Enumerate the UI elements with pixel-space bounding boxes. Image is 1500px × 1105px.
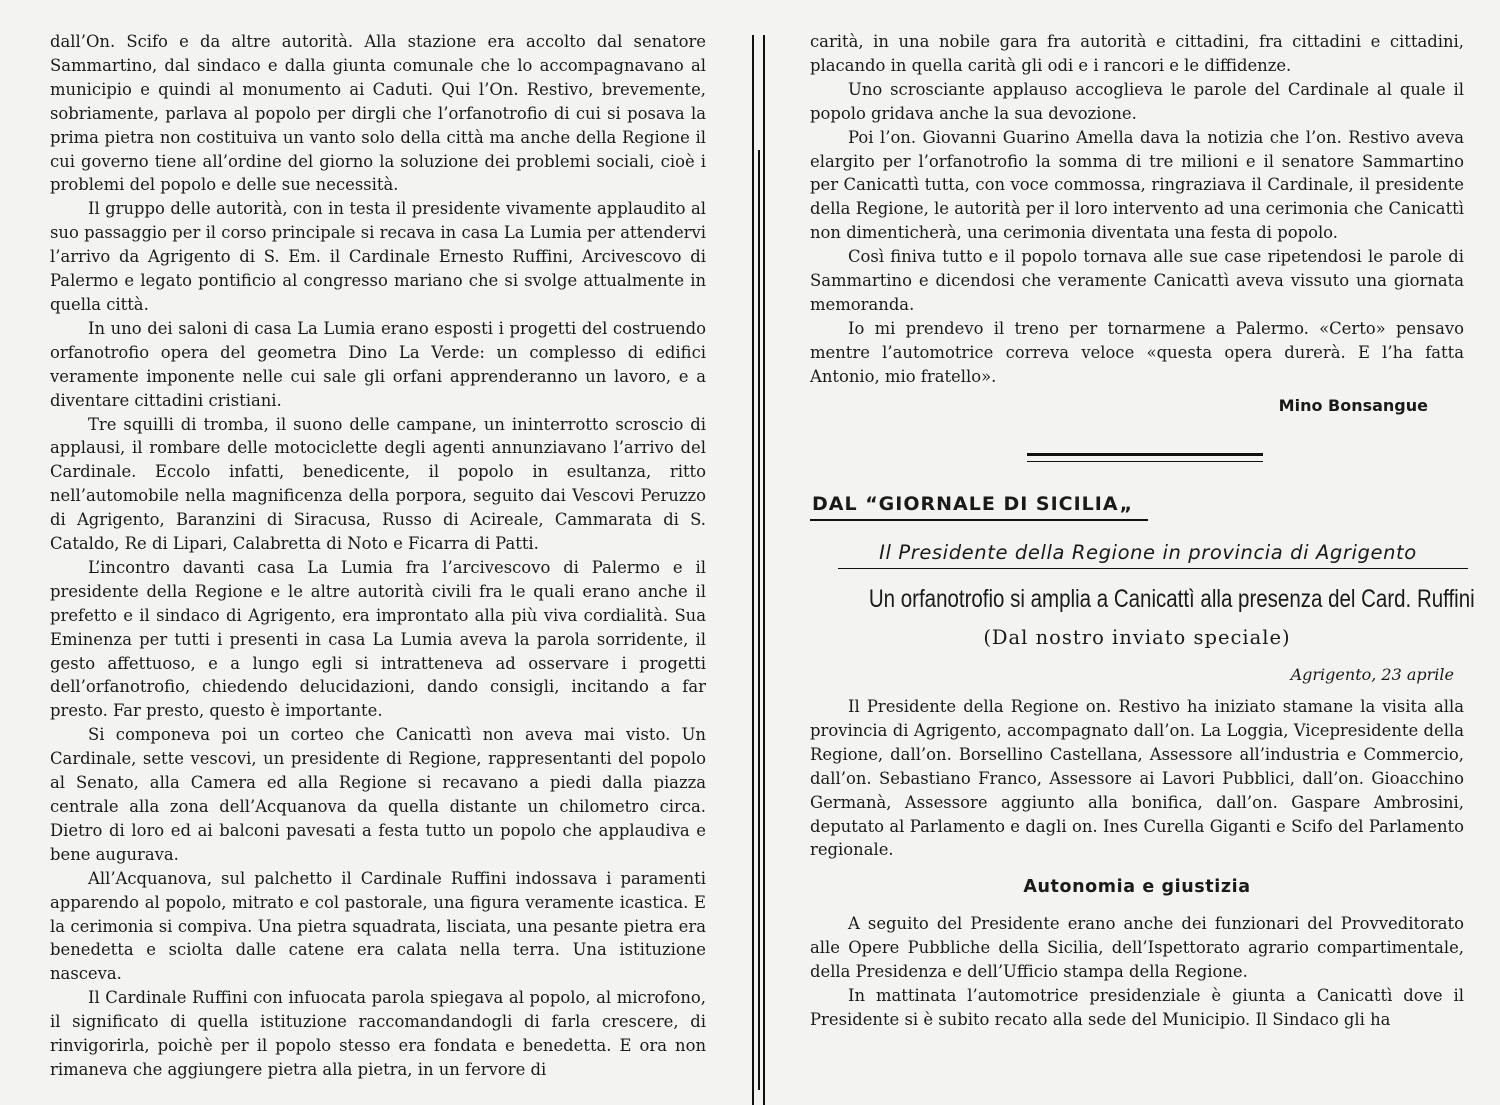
right-paragraph-1: carità, in una nobile gara fra autorità e cittadini, fra cittadini e cittadini, placando in quella carità gli odi e i rancori e le diffidenze.: [810, 32, 1464, 75]
left-paragraph-3: In uno dei saloni di casa La Lumia erano esposti i progetti del costruendo orfanotrofio opera del geometra Dino La Verde: un complesso di edifici veramente imponente nelle cui sale gli orfani apprenderanno un lavoro, e a diventare cittadini cristiani.: [50, 318, 706, 410]
section-separator-rule: [1027, 453, 1263, 462]
left-paragraph-4: Tre squilli di tromba, il suono delle campane, un ininterrotto scroscio di applausi, il rombare delle motociclette degli agenti annunziavano l’arrivo del Cardinale. Eccolo infatti, benedicente, il popolo in esultanza, ritto nell’automobile nella magnificenza della porpora, seguito dai Vescovi Peruzzo di Agrigento, Baranzini di Siracusa, Russo di Acireale, Cammarata di S. Cataldo, Re di Lipari, Calabretta di Noto e Ficarra di Patti.: [50, 414, 706, 554]
left-paragraph-1: dall’On. Scifo e da altre autorità. Alla stazione era accolto dal senatore Sammartino, dal sindaco e dalla giunta comunale che lo accompagnavano al municipio e quindi al monumento ai Caduti. Qui l’On. Restivo, brevemente, sobriamente, parlava al popolo per dirgli che l’orfanotrofio di cui si posava la prima pietra non costituiva un vanto solo della città ma anche della Regione il cui governo tiene all’ordine del giorno la soluzione dei problemi sociali, cioè i problemi del popolo e delle sue necessità.: [50, 32, 706, 195]
section-paragraph-2: In mattinata l’automotrice presidenziale è giunta a Canicattì dove il Presidente si è subito recato alla sede del Municipio. Il Sindaco gli ha: [810, 986, 1464, 1029]
right-column: [810, 30, 1475, 1032]
article-subtitle: Il Presidente della Regione in provincia di Agrigento: [879, 541, 1417, 565]
column-divider-middle-line: [758, 150, 760, 1090]
author-signature: Mino Bonsangue: [1278, 395, 1428, 415]
left-paragraph-8: Il Cardinale Ruffini con infuocata parola spiegava al popolo, al microfono, il significato di quella istituzione raccomandandogli di farla crescere, di rinvigorirla, poichè per il popolo stesso era fondata e benedetta. E ora non rimaneva che aggiungere pietra alla pietra, in un fervore di: [50, 988, 706, 1079]
article-headline: Un orfanotrofio si amplia a Canicattì alla presenza del Card. Ruffini: [868, 585, 1475, 614]
article-byline: (Dal nostro inviato speciale): [983, 626, 1291, 650]
section-paragraph-1: A seguito del Presidente erano anche dei funzionari del Provveditorato alle Opere Pubbliche della Sicilia, dell’Ispettorato agrario compartimentale, della Presidenza e dell’Ufficio stampa della Regione.: [810, 914, 1464, 982]
source-title: DAL “GIORNALE DI SICILIA„: [812, 492, 1134, 515]
right-paragraph-2: Uno scrosciante applauso accoglieva le parole del Cardinale al quale il popolo gridava anche la sua devozione.: [810, 79, 1464, 123]
right-paragraph-5: Io mi prendevo il treno per tornarmene a Palermo. «Certo» pensavo mentre l’automotrice correva veloce «questa opera durerà. E l’ha fatta Antonio, mio fratello».: [810, 318, 1464, 386]
article-paragraph-1: Il Presidente della Regione on. Restivo ha iniziato stamane la visita alla provincia di Agrigento, accompagnato dall’on. La Loggia, Vicepresidente della Regione, dall’on. Borsellino Castellana, Assessore all’industria e Commercio, dall’on. Sebastiano Franco, Assessore ai Lavori Pubblici, dall’on. Gioacchino Germanà, Assessore aggiunto alla bonifica, dall’on. Gaspare Ambrosini, deputato al Parlamento e dagli on. Ines Curella Giganti e Scifo del Parlamento regionale.: [810, 697, 1464, 860]
article-dateline: Agrigento, 23 aprile: [1290, 665, 1454, 685]
column-divider-right-line: [763, 35, 765, 1105]
left-paragraph-7: All’Acquanova, sul palchetto il Cardinale Ruffini indossava i paramenti apparendo al popolo, mitrato e col pastorale, una figura veramente icastica. E la cerimonia si compiva. Una pietra squadrata, lisciata, una pesante pietra era benedetta e sciolta dalle catene era calata nella terra. Una istituzione nasceva.: [50, 868, 706, 984]
column-divider-left-line: [752, 35, 754, 1105]
left-column: [50, 30, 706, 1082]
right-paragraph-4: Così finiva tutto e il popolo tornava alle sue case ripetendosi le parole di Sammartino e dicendosi che veramente Canicattì aveva vissuto una giornata memoranda.: [810, 247, 1464, 314]
subtitle-underline: [838, 568, 1468, 569]
right-paragraph-3: Poi l’on. Giovanni Guarino Amella dava la notizia che l’on. Restivo aveva elargito per l’orfanotrofio la somma di tre milioni e il senatore Sammartino per Canicattì tutta, con voce commossa, ringraziava il Cardinale, il presidente della Regione, le autorità per il loro intervento ad una cerimonia che Canicattì non dimenticherà, una cerimonia diventata una festa di popolo.: [810, 127, 1464, 243]
left-paragraph-2: Il gruppo delle autorità, con in testa il presidente vivamente applaudito al suo passaggio per il corso principale si recava in casa La Lumia per attendervi l’arrivo da Agrigento di S. Em. il Cardinale Ernesto Ruffini, Arcivescovo di Palermo e legato pontificio al congresso mariano che si svolge attualmente in quella città.: [50, 199, 706, 314]
section-heading: Autonomia e giustizia: [1023, 877, 1251, 898]
source-title-underline: [810, 519, 1148, 521]
left-paragraph-6: Si componeva poi un corteo che Canicattì non aveva mai visto. Un Cardinale, sette vescovi, un presidente di Regione, rappresentanti del popolo al Senato, alla Camera ed alla Regione si recavano a piedi dalla piazza centrale alla zona dell’Acquanova da quella distante un chilometro circa. Dietro di loro ed ai balconi pavesati a festa tutto un popolo che applaudiva e bene augurava.: [50, 725, 706, 864]
left-paragraph-5: L’incontro davanti casa La Lumia fra l’arcivescovo di Palermo e il presidente della Regione e le altre autorità civili fra le quali erano anche il prefetto e il sindaco di Agrigento, era improntato alla più viva cordialità. Sua Eminenza per tutti i presenti in casa La Lumia aveva la parola sorridente, il gesto affettuoso, e a lungo egli si intratteneva ad osservare i progetti dell’orfanotrofio, chiedendo delucidazioni, dando consigli, incitando a far presto. Far presto, questo è importante.: [50, 557, 706, 721]
